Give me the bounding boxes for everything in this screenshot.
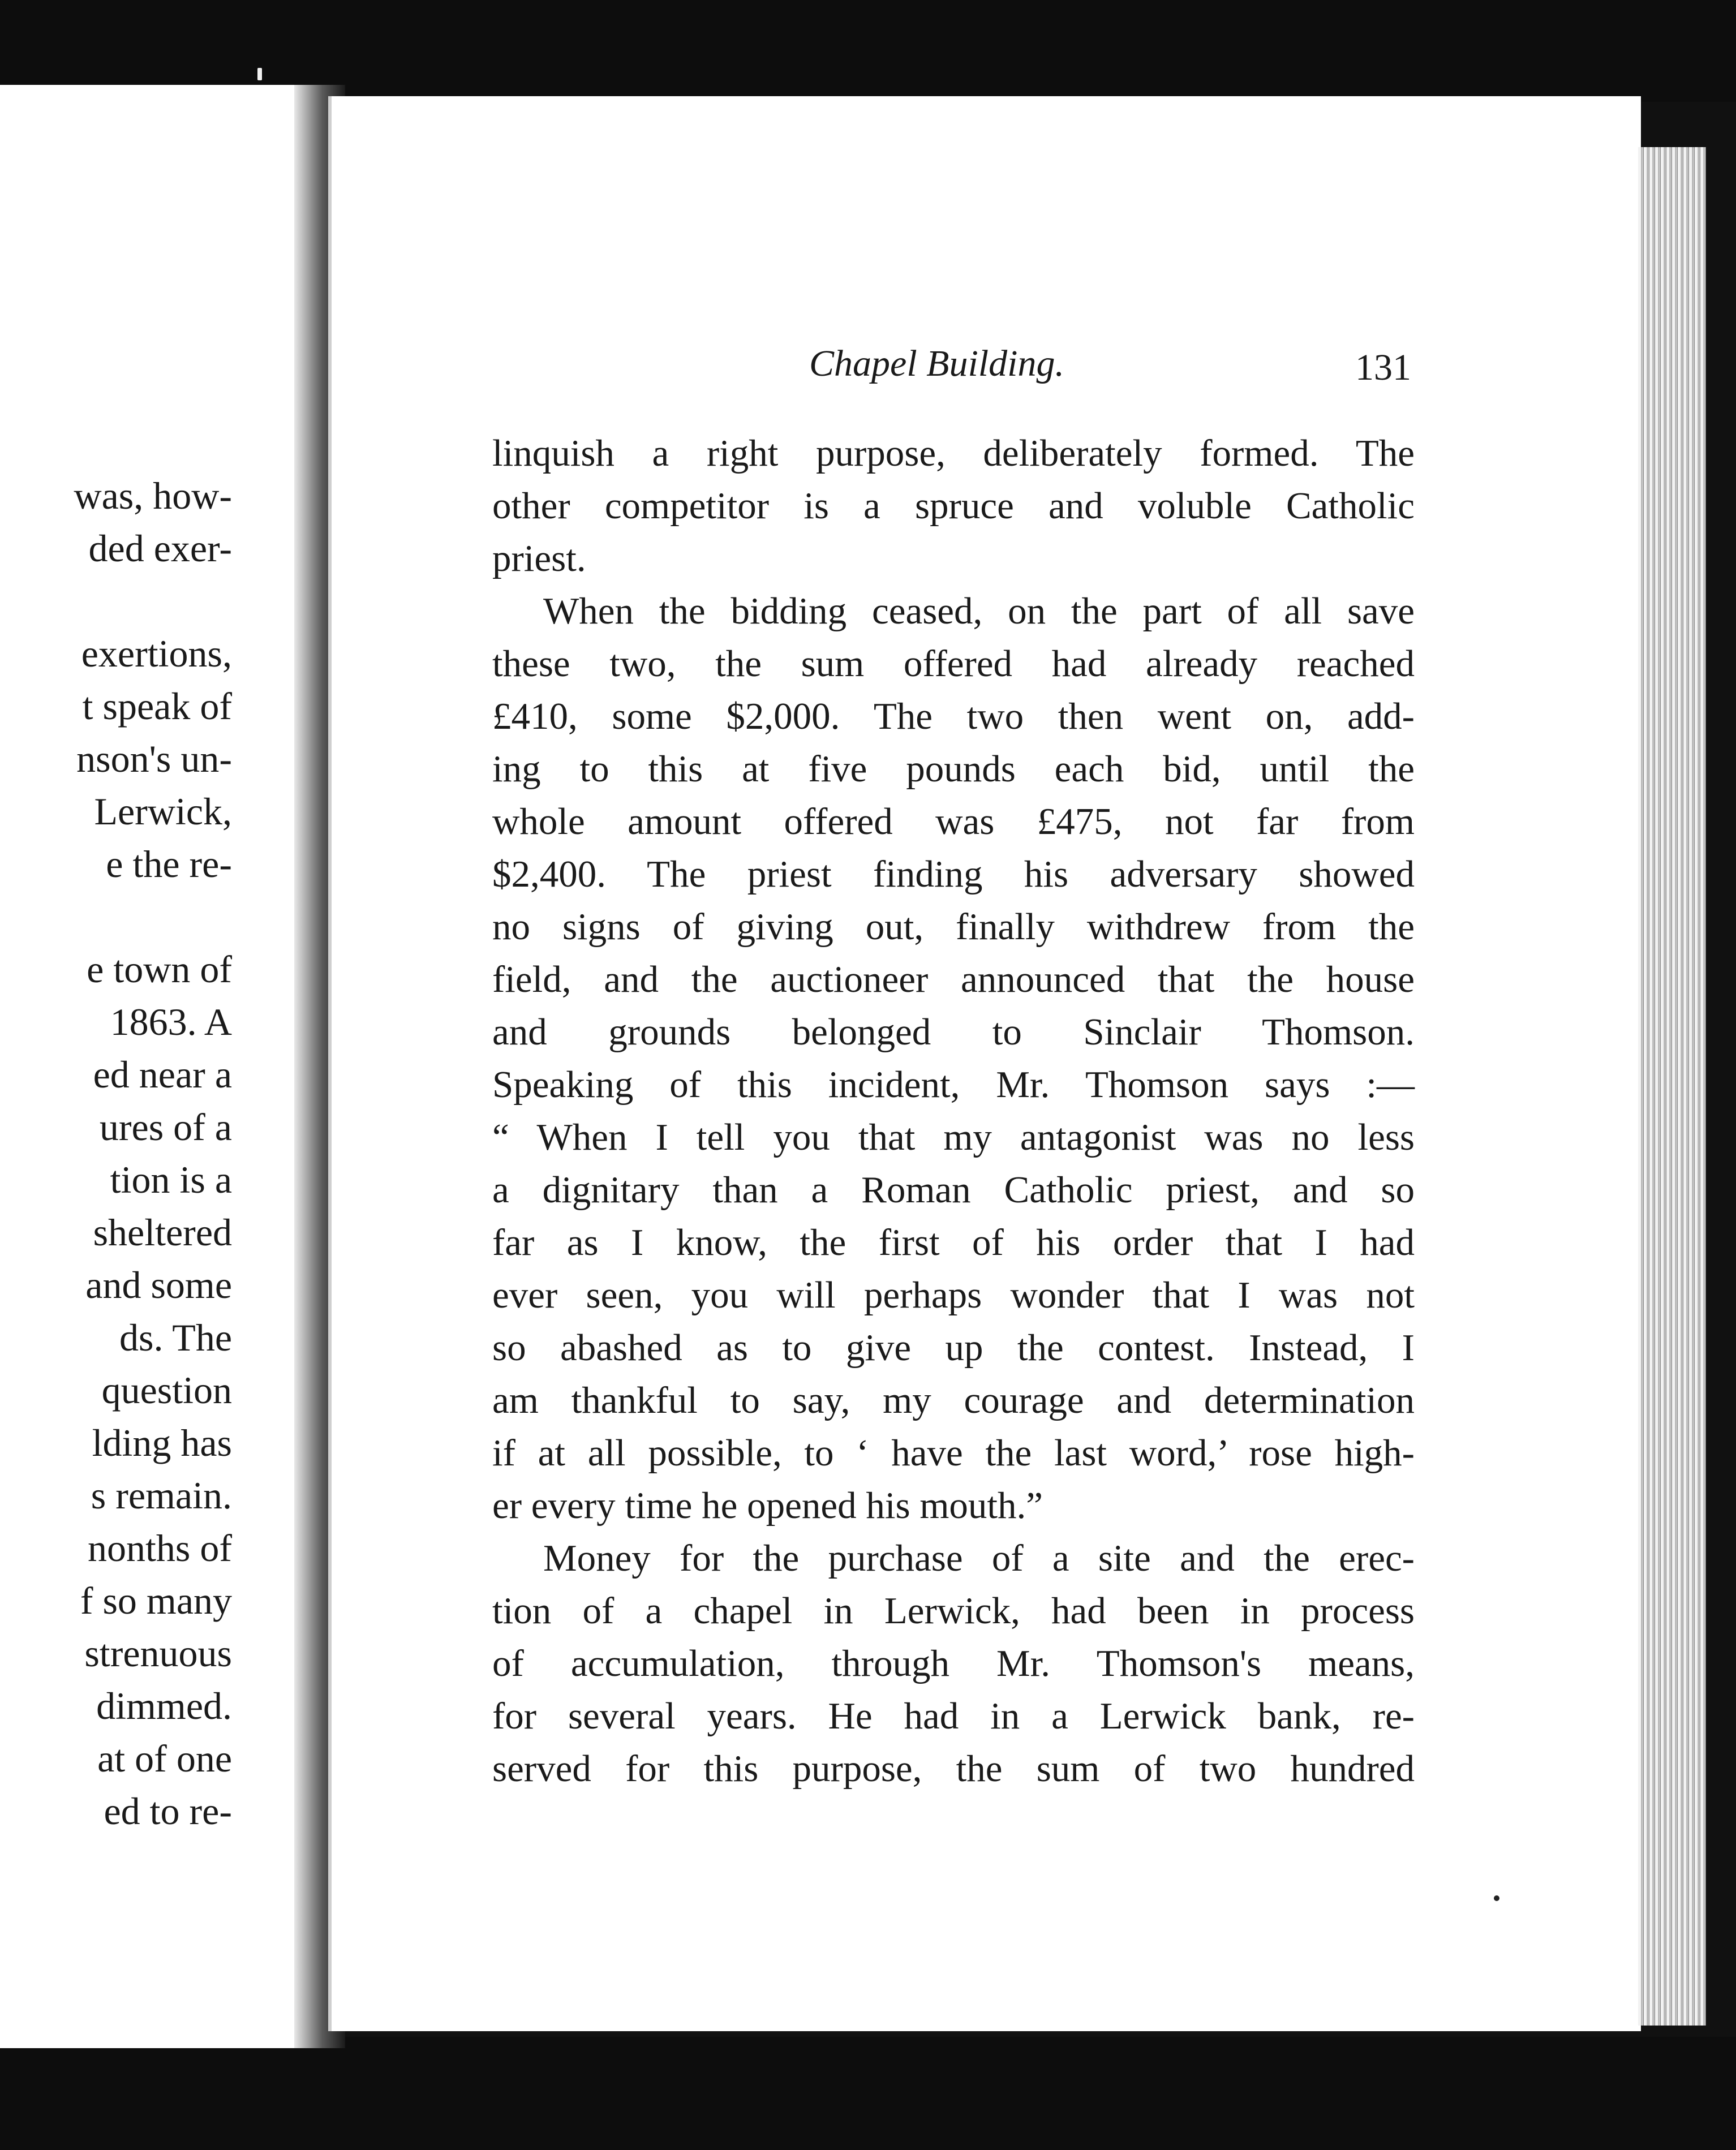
text-line: nson's un-	[76, 737, 232, 780]
text-line: and grounds belonged to Sinclair Thomson.	[492, 1011, 1415, 1053]
text-line: no signs of giving out, finally withdrew from the	[492, 906, 1415, 948]
text-line: ded exer-	[88, 527, 232, 570]
text-line: of accumulation, through Mr. Thomson's means,	[492, 1642, 1415, 1684]
text-line: e the re-	[106, 842, 232, 885]
text-line: tion is a	[110, 1158, 232, 1201]
page-edges	[1638, 147, 1706, 2026]
text-line: f so many	[80, 1579, 232, 1622]
text-line: linquish a right purpose, deliberately formed. The	[492, 432, 1415, 474]
text-line: question	[101, 1369, 232, 1412]
text-line: other competitor is a spruce and voluble Catholic	[492, 485, 1415, 527]
page-number: 131	[1355, 347, 1411, 388]
text-line: ing to this at five pounds each bid, until the	[492, 748, 1415, 790]
facing-page-text	[0, 470, 232, 1838]
scan-speck	[257, 68, 262, 80]
text-line: these two, the sum offered had already reached	[492, 643, 1415, 685]
text-line: sheltered	[93, 1211, 232, 1254]
text-line: strenuous	[84, 1632, 232, 1675]
text-line: nonths of	[88, 1526, 232, 1570]
text-line: so abashed as to give up the contest. Instead, I	[492, 1327, 1415, 1369]
text-line: field, and the auctioneer announced that the house	[492, 958, 1415, 1000]
text-line: ed near a	[93, 1053, 232, 1096]
page-body-text	[492, 427, 1415, 1795]
text-line: for several years. He had in a Lerwick bank, re-	[492, 1695, 1415, 1737]
text-line: whole amount offered was £475, not far from	[492, 801, 1415, 842]
text-line: e town of	[87, 948, 232, 991]
scan-speck	[1494, 1895, 1499, 1901]
text-line: ds. The	[119, 1316, 232, 1359]
text-line: served for this purpose, the sum of two hundred	[492, 1748, 1415, 1790]
text-line: priest.	[492, 538, 586, 579]
text-line: tion of a chapel in Lerwick, had been in process	[492, 1590, 1415, 1632]
text-line: at of one	[97, 1737, 232, 1780]
text-line: Money for the purchase of a site and the erec-	[543, 1537, 1415, 1579]
text-line: er every time he opened his mouth.”	[492, 1485, 1043, 1526]
text-line: dimmed.	[96, 1684, 232, 1727]
text-line: if at all possible, to ‘ have the last word,’ rose high-	[492, 1432, 1415, 1474]
text-line	[0, 575, 232, 627]
text-line: ures of a	[99, 1106, 232, 1149]
text-line: £410, some $2,000. The two then went on, add-	[492, 695, 1415, 737]
text-line	[0, 891, 232, 943]
text-line: Speaking of this incident, Mr. Thomson says :—	[492, 1064, 1415, 1106]
facing-page-left	[0, 85, 320, 2048]
text-line: s remain.	[91, 1474, 232, 1517]
text-line: Lerwick,	[94, 790, 232, 833]
text-line: t speak of	[82, 685, 232, 728]
text-line: lding has	[92, 1421, 232, 1464]
text-line: exertions,	[81, 632, 232, 675]
text-line: ever seen, you will perhaps wonder that I was not	[492, 1274, 1415, 1316]
text-line: a dignitary than a Roman Catholic priest, and so	[492, 1169, 1415, 1211]
text-line: “ When I tell you that my antagonist was no less	[492, 1116, 1415, 1158]
text-line: When the bidding ceased, on the part of all save	[543, 590, 1415, 632]
text-line: was, how-	[74, 474, 232, 517]
text-line: am thankful to say, my courage and determination	[492, 1379, 1415, 1421]
text-line: ed to re-	[104, 1790, 232, 1833]
text-line: and some	[85, 1263, 232, 1306]
text-line: 1863. A	[110, 1000, 232, 1043]
scan-background-bottom	[0, 2037, 1736, 2150]
running-head: Chapel Building.	[809, 343, 1064, 384]
text-line: far as I know, the first of his order that I had	[492, 1222, 1415, 1263]
text-line: $2,400. The priest finding his adversary showed	[492, 853, 1415, 895]
